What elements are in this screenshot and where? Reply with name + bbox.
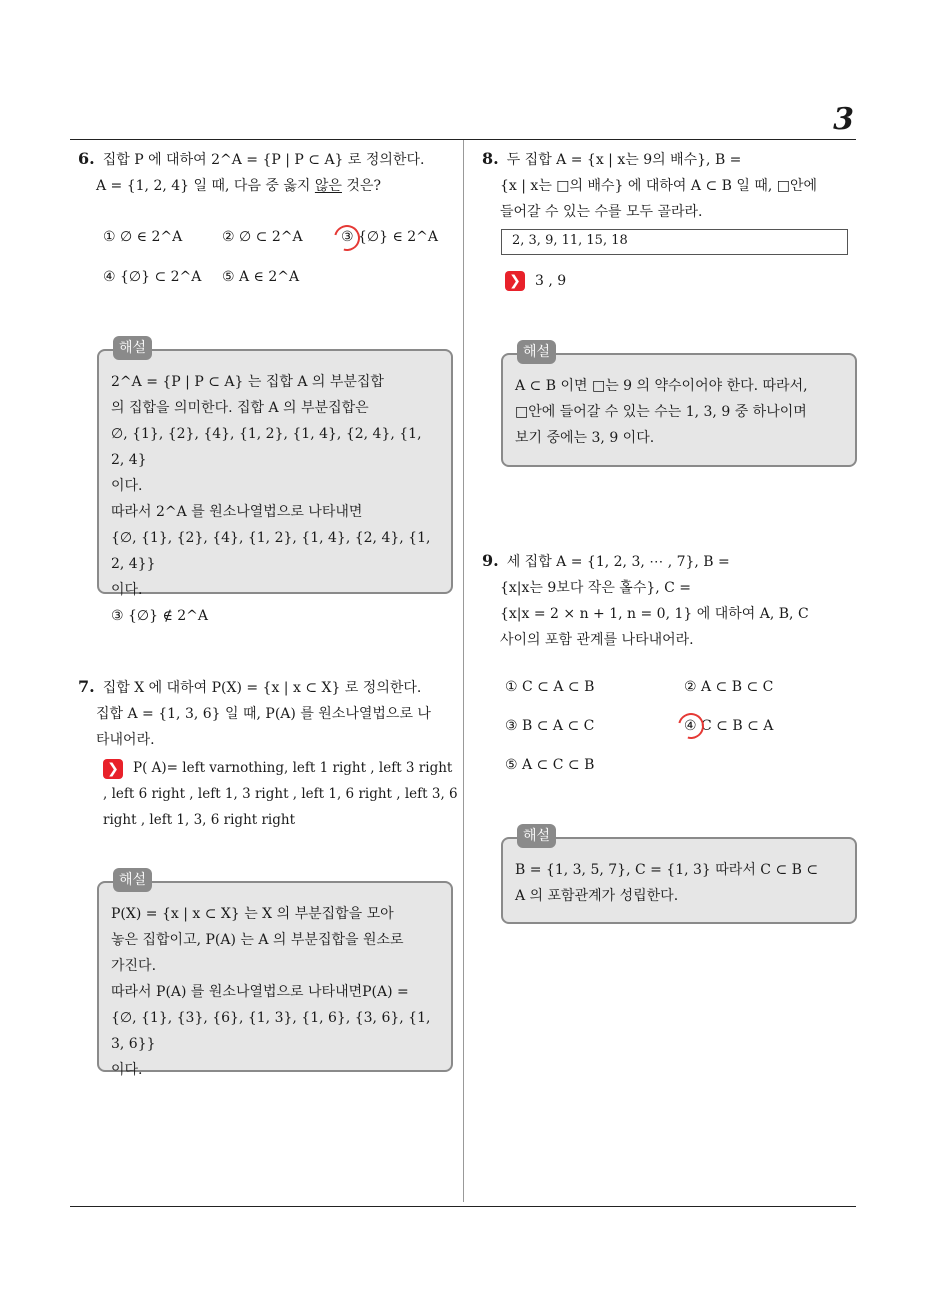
q9-option-1[interactable]: ① C ⊂ A ⊂ B xyxy=(505,679,595,695)
explanation-tag: 해설 xyxy=(517,824,556,848)
answer-text: P( A)= left varnothing, left 1 right , left 3 right xyxy=(133,760,453,776)
explanation-line: 따라서 P(A) 를 원소나열법으로 나타내면P(A) = xyxy=(111,984,409,1000)
explanation-line: 이다. xyxy=(111,582,143,598)
question-text: 집합 X 에 대하여 P(X) = {x | x ⊂ X} 로 정의한다. xyxy=(102,680,422,696)
question-text: 집합 P 에 대하여 2^A = {P | P ⊂ A} 로 정의한다. xyxy=(102,152,425,168)
question-number: 7. xyxy=(78,677,95,696)
q9-option-4[interactable]: ④ C ⊂ B ⊂ A xyxy=(684,718,774,734)
question-number: 9. xyxy=(482,551,499,570)
q9-option-5[interactable]: ⑤ A ⊂ C ⊂ B xyxy=(505,757,595,773)
explanation-line: 이다. xyxy=(111,478,143,494)
answer-text-3: right , left 1, 3, 6 right right xyxy=(103,812,296,828)
q6-option-3[interactable]: ③ {∅} ∈ 2^A xyxy=(341,229,439,245)
explanation-line: ∅, {1}, {2}, {4}, {1, 2}, {1, 4}, {2, 4}, {1, 2, 4} xyxy=(111,426,422,468)
question-text: 두 집합 A = {x | x는 9의 배수}, B = xyxy=(506,152,742,168)
explanation-line: 이다. xyxy=(111,1062,143,1078)
question-text-2: 집합 A = {1, 3, 6} 일 때, P(A) 를 원소나열법으로 나 xyxy=(96,706,431,722)
question-text-3: 들어갈 수 있는 수를 모두 골라라. xyxy=(500,204,703,220)
q8-answer xyxy=(505,268,566,294)
question-7 xyxy=(78,674,458,753)
answer-arrow-icon: ❯ xyxy=(103,759,123,779)
explanation-line: 가진다. xyxy=(111,958,157,974)
explanation-line: 따라서 2^A 를 원소나열법으로 나타내면 xyxy=(111,504,363,520)
q6-explanation-box xyxy=(97,340,453,624)
question-text-2: A = {1, 2, 4} 일 때, 다음 중 옳지 않은 것은? xyxy=(96,178,381,194)
question-text: 세 집합 A = {1, 2, 3, ⋯ , 7}, B = xyxy=(506,554,730,570)
answer-text: 3 , 9 xyxy=(535,273,567,289)
q8-choices-box: 2, 3, 9, 11, 15, 18 xyxy=(501,229,848,255)
q6-option-4[interactable]: ④ {∅} ⊂ 2^A xyxy=(103,269,202,285)
q6-option-1[interactable]: ① ∅ ∈ 2^A xyxy=(103,229,183,245)
question-text-2: {x|x는 9보다 작은 홀수}, C = xyxy=(500,580,692,596)
explanation-line: {∅, {1}, {3}, {6}, {1, 3}, {1, 6}, {3, 6}, {1, 3, 6}} xyxy=(111,1010,431,1052)
explanation-line: ③ {∅} ∉ 2^A xyxy=(111,608,209,624)
column-divider xyxy=(463,140,464,1202)
question-6 xyxy=(78,146,458,199)
q6-option-5[interactable]: ⑤ A ∈ 2^A xyxy=(222,269,300,285)
question-9 xyxy=(482,548,860,653)
explanation-tag: 해설 xyxy=(113,868,152,892)
question-text-3: {x|x = 2 × n + 1, n = 0, 1} 에 대하여 A, B, C xyxy=(500,606,809,622)
question-text-2: {x | x는 □의 배수} 에 대하여 A ⊂ B 일 때, □안에 xyxy=(500,178,818,194)
q8-explanation-box xyxy=(501,344,857,467)
question-text-4: 사이의 포함 관계를 나타내어라. xyxy=(500,632,694,648)
q9-option-3[interactable]: ③ B ⊂ A ⊂ C xyxy=(505,718,595,734)
q6-option-2[interactable]: ② ∅ ⊂ 2^A xyxy=(222,229,303,245)
explanation-line: 의 집합을 의미한다. 집합 A 의 부분집합은 xyxy=(111,400,369,416)
q9-explanation-box xyxy=(501,828,857,924)
bottom-rule xyxy=(70,1206,856,1207)
answer-arrow-icon: ❯ xyxy=(505,271,525,291)
explanation-line: A 의 포함관계가 성립한다. xyxy=(515,888,679,904)
explanation-line: A ⊂ B 이면 □는 9 의 약수이어야 한다. 따라서, xyxy=(515,378,808,394)
answer-mark-circle xyxy=(329,220,365,256)
explanation-tag: 해설 xyxy=(113,336,152,360)
explanation-line: B = {1, 3, 5, 7}, C = {1, 3} 따라서 C ⊂ B ⊂ xyxy=(515,862,819,878)
question-8 xyxy=(482,146,860,225)
explanation-line: 2^A = {P | P ⊂ A} 는 집합 A 의 부분집합 xyxy=(111,374,384,390)
question-text-3: 타내어라. xyxy=(96,732,155,748)
explanation-line: 놓은 집합이고, P(A) 는 A 의 부분집합을 원소로 xyxy=(111,932,404,948)
q9-option-2[interactable]: ② A ⊂ B ⊂ C xyxy=(684,679,774,695)
question-number: 6. xyxy=(78,149,95,168)
page-number: 3 xyxy=(833,102,854,137)
explanation-line: {∅, {1}, {2}, {4}, {1, 2}, {1, 4}, {2, 4}, {1, 2, 4}} xyxy=(111,530,431,572)
q7-answer xyxy=(103,755,463,833)
answer-text-2: , left 6 right , left 1, 3 right , left 1, 6 right , left 3, 6 xyxy=(103,786,458,802)
question-number: 8. xyxy=(482,149,499,168)
q7-explanation-box xyxy=(97,872,453,1078)
answer-mark-circle xyxy=(673,708,709,744)
explanation-tag: 해설 xyxy=(517,340,556,364)
explanation-line: □안에 들어갈 수 있는 수는 1, 3, 9 중 하나이며 xyxy=(515,404,807,420)
explanation-line: P(X) = {x | x ⊂ X} 는 X 의 부분집합을 모아 xyxy=(111,906,394,922)
explanation-line: 보기 중에는 3, 9 이다. xyxy=(515,430,655,446)
